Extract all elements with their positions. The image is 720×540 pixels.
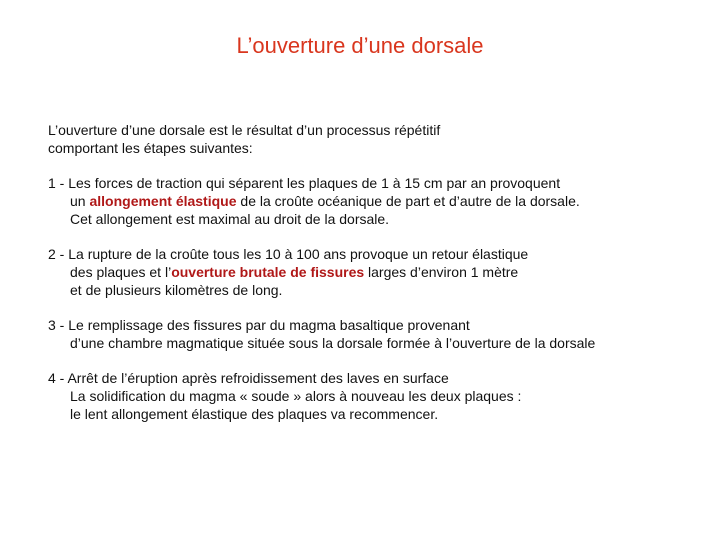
highlight-allongement-elastique: allongement élastique <box>89 193 237 209</box>
intro-paragraph <box>48 121 698 157</box>
step-line: Cet allongement est maximal au droit de la dorsale. <box>70 211 390 227</box>
step-2 <box>48 245 698 299</box>
step-line: et de plusieurs kilomètres de long. <box>70 282 283 298</box>
step-line: 2 - La rupture de la croûte tous les 10 à 100 ans provoque un retour élastique <box>48 246 529 262</box>
step-text: larges d’environ 1 mètre <box>364 264 519 280</box>
step-line <box>48 192 698 210</box>
step-line: le lent allongement élastique des plaques va recommencer. <box>70 406 439 422</box>
highlight-ouverture-fissures: ouverture brutale de fissures <box>171 264 365 280</box>
step-line: La solidification du magma « soude » alors à nouveau les deux plaques : <box>70 388 522 404</box>
step-text: un <box>70 193 90 209</box>
intro-line: L’ouverture d’une dorsale est le résultat d’un processus répétitif <box>48 122 441 138</box>
step-1 <box>48 174 698 228</box>
step-3 <box>48 316 698 352</box>
slide-title: L’ouverture d’une dorsale <box>236 33 484 58</box>
step-4 <box>48 369 698 423</box>
step-line <box>48 263 698 281</box>
step-text: des plaques et l’ <box>70 264 172 280</box>
slide-body <box>48 121 698 440</box>
step-line: 3 - Le remplissage des fissures par du magma basaltique provenant <box>48 317 470 333</box>
step-line: d’une chambre magmatique située sous la dorsale formée à l’ouverture de la dorsale <box>70 335 596 351</box>
step-line: 4 - Arrêt de l’éruption après refroidissement des laves en surface <box>48 370 449 386</box>
step-text: de la croûte océanique de part et d’autre de la dorsale. <box>236 193 580 209</box>
step-line: 1 - Les forces de traction qui séparent les plaques de 1 à 15 cm par an provoquent <box>48 175 561 191</box>
intro-line: comportant les étapes suivantes: <box>48 140 253 156</box>
